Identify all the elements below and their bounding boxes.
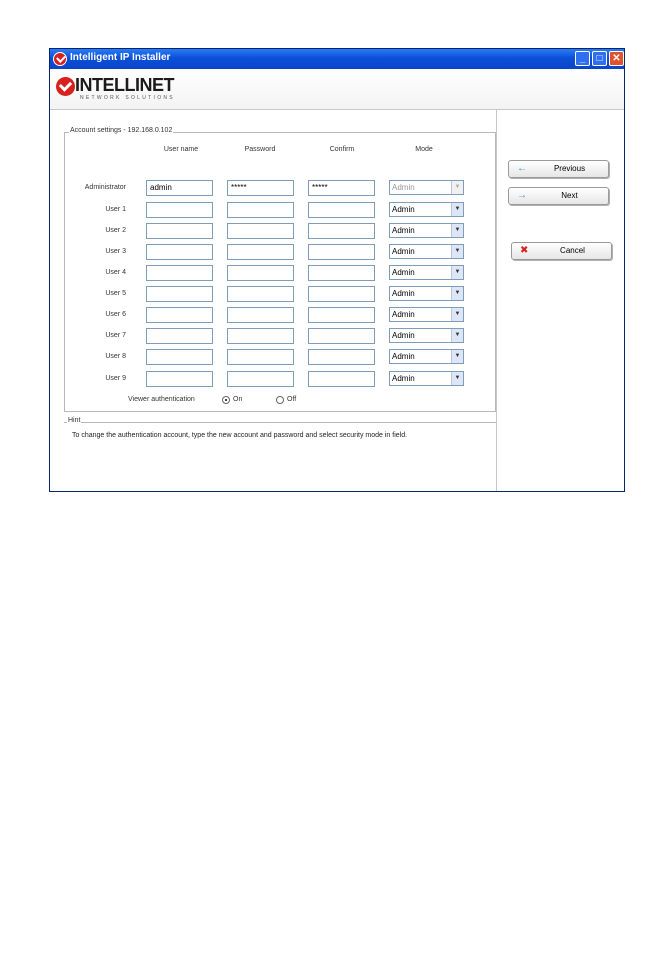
user-1-mode-select[interactable]	[389, 202, 464, 217]
user-7-password-field[interactable]	[227, 328, 294, 344]
user-2-label: User 2	[105, 227, 126, 234]
user-5-confirm-field[interactable]	[308, 286, 375, 302]
user-8-label: User 8	[105, 353, 126, 360]
intellinet-logo	[56, 75, 186, 103]
user-3-confirm-field[interactable]	[308, 244, 375, 260]
chevron-down-icon[interactable]: ▼	[451, 287, 463, 300]
user-8-mode-select[interactable]	[389, 349, 464, 364]
column-header-confirm: Confirm	[329, 146, 355, 153]
logo-subtitle: NETWORK SOLUTIONS	[80, 95, 175, 101]
user-5-label: User 5	[105, 290, 126, 297]
column-header-password: Password	[244, 146, 276, 153]
arrow-left-icon: ←	[517, 163, 527, 174]
user-6-confirm-field[interactable]	[308, 307, 375, 323]
viewer-auth-on-label[interactable]: On	[233, 396, 243, 403]
content-area	[50, 110, 624, 491]
user-6-password-field[interactable]	[227, 307, 294, 323]
user-2-mode-value: Admin	[392, 226, 415, 235]
viewer-auth-off-radio[interactable]	[276, 396, 284, 404]
user-8-password-field[interactable]	[227, 349, 294, 365]
user-2-username-field[interactable]	[146, 223, 213, 239]
chevron-down-icon[interactable]: ▼	[451, 266, 463, 279]
user-1-label: User 1	[105, 206, 126, 213]
chevron-down-icon[interactable]: ▼	[451, 308, 463, 321]
account-settings-legend: Account settings - 192.168.0.102	[70, 127, 173, 134]
user-7-mode-select[interactable]	[389, 328, 464, 343]
user-3-mode-select[interactable]	[389, 244, 464, 259]
previous-button-label: Previous	[553, 164, 586, 173]
admin-label: Administrator	[84, 184, 126, 191]
logo-check-icon	[56, 77, 75, 96]
user-6-mode-value: Admin	[392, 310, 415, 319]
user-5-mode-select[interactable]	[389, 286, 464, 301]
chevron-down-icon[interactable]: ▼	[451, 372, 463, 385]
user-9-confirm-field[interactable]	[308, 371, 375, 387]
user-3-mode-value: Admin	[392, 247, 415, 256]
user-9-username-field[interactable]	[146, 371, 213, 387]
hint-text: To change the authentication account, type the new account and password and select security mode in field.	[72, 432, 408, 439]
user-7-label: User 7	[105, 332, 126, 339]
user-3-username-field[interactable]	[146, 244, 213, 260]
cancel-x-icon: ✖	[520, 245, 529, 256]
viewer-auth-off-label[interactable]: Off	[287, 396, 297, 403]
user-4-mode-value: Admin	[392, 268, 415, 277]
cancel-button[interactable]	[511, 242, 612, 260]
next-button-label: Next	[561, 191, 578, 200]
user-1-confirm-field[interactable]	[308, 202, 375, 218]
user-1-username-field[interactable]	[146, 202, 213, 218]
chevron-down-icon: ▼	[451, 181, 463, 194]
user-5-username-field[interactable]	[146, 286, 213, 302]
title-bar[interactable]	[50, 49, 624, 69]
admin-password-field[interactable]: *****	[227, 180, 294, 196]
user-7-mode-value: Admin	[392, 331, 415, 340]
column-header-username: User name	[163, 146, 199, 153]
maximize-button[interactable]: □	[592, 51, 607, 66]
chevron-down-icon[interactable]: ▼	[451, 350, 463, 363]
user-4-mode-select[interactable]	[389, 265, 464, 280]
app-icon	[53, 52, 67, 66]
user-8-username-field[interactable]	[146, 349, 213, 365]
user-8-confirm-field[interactable]	[308, 349, 375, 365]
user-4-username-field[interactable]	[146, 265, 213, 281]
side-panel	[496, 110, 624, 491]
user-1-mode-value: Admin	[392, 205, 415, 214]
user-9-mode-select[interactable]	[389, 371, 464, 386]
user-6-username-field[interactable]	[146, 307, 213, 323]
minimize-button[interactable]: _	[575, 51, 590, 66]
chevron-down-icon[interactable]: ▼	[451, 224, 463, 237]
user-6-mode-select[interactable]	[389, 307, 464, 322]
next-button[interactable]	[508, 187, 609, 205]
logo-text: INTELLINET	[75, 75, 174, 95]
user-4-confirm-field[interactable]	[308, 265, 375, 281]
user-4-password-field[interactable]	[227, 265, 294, 281]
arrow-right-icon: →	[517, 190, 527, 201]
previous-button[interactable]	[508, 160, 609, 178]
chevron-down-icon[interactable]: ▼	[451, 329, 463, 342]
admin-confirm-field[interactable]: *****	[308, 180, 375, 196]
cancel-button-label: Cancel	[560, 246, 585, 255]
column-header-mode: Mode	[415, 146, 433, 153]
chevron-down-icon[interactable]: ▼	[451, 245, 463, 258]
user-8-mode-value: Admin	[392, 352, 415, 361]
user-2-confirm-field[interactable]	[308, 223, 375, 239]
viewer-auth-on-radio[interactable]	[222, 396, 230, 404]
close-button[interactable]: ✕	[609, 51, 624, 66]
brand-banner	[50, 69, 624, 110]
user-7-confirm-field[interactable]	[308, 328, 375, 344]
user-9-password-field[interactable]	[227, 371, 294, 387]
installer-window	[49, 48, 625, 492]
user-2-mode-select[interactable]	[389, 223, 464, 238]
user-6-label: User 6	[105, 311, 126, 318]
user-9-label: User 9	[105, 375, 126, 382]
user-5-mode-value: Admin	[392, 289, 415, 298]
user-5-password-field[interactable]	[227, 286, 294, 302]
user-9-mode-value: Admin	[392, 374, 415, 383]
hint-legend: Hint	[68, 417, 81, 424]
user-4-label: User 4	[105, 269, 126, 276]
admin-username-field[interactable]: admin	[146, 180, 213, 196]
user-1-password-field[interactable]	[227, 202, 294, 218]
admin-mode-value: Admin	[392, 183, 415, 192]
viewer-auth-label: Viewer authentication	[128, 396, 195, 403]
admin-mode-select	[389, 180, 464, 195]
window-title: Intelligent IP Installer	[70, 52, 171, 63]
user-7-username-field[interactable]	[146, 328, 213, 344]
user-2-password-field[interactable]	[227, 223, 294, 239]
user-3-password-field[interactable]	[227, 244, 294, 260]
chevron-down-icon[interactable]: ▼	[451, 203, 463, 216]
user-3-label: User 3	[105, 248, 126, 255]
